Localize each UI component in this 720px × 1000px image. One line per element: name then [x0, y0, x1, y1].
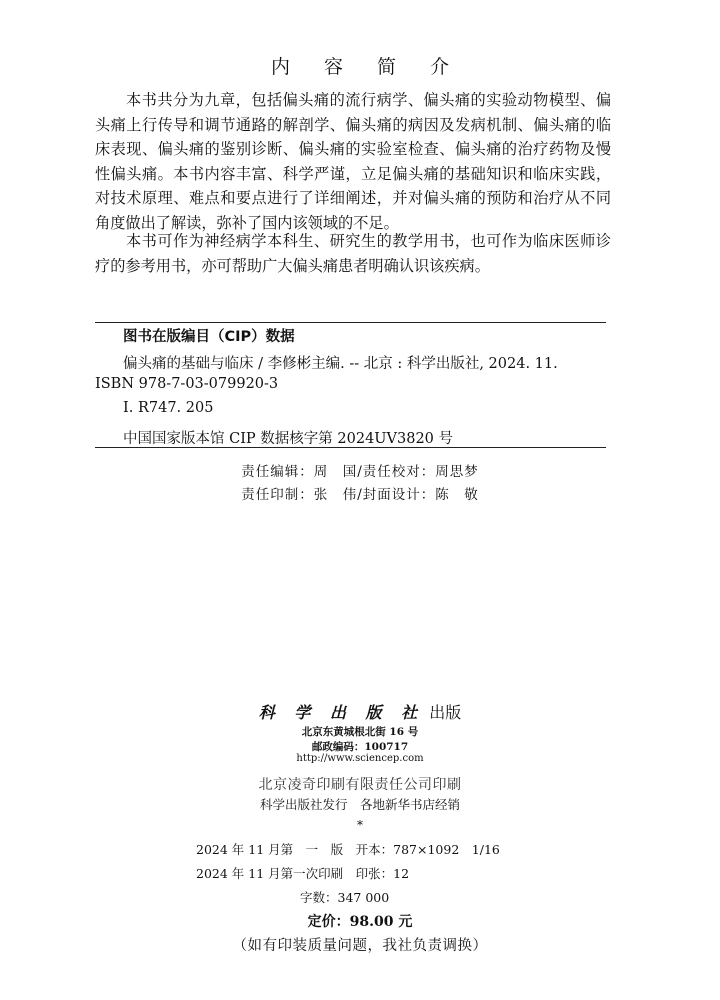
cip-isbn: ISBN 978-7-03-079920-3	[95, 376, 279, 392]
word-count: 字数：347 000	[300, 890, 390, 905]
publisher-logotype: 科 学 出 版 社	[258, 703, 425, 722]
separator-asterisk: *	[357, 818, 363, 832]
publisher-suffix: 出版	[429, 703, 462, 722]
printing-line: 2024 年 11 月第一次印刷 印张：12	[196, 866, 410, 881]
printer-line: 北京凌奇印刷有限责任公司印刷	[258, 777, 462, 793]
summary-paragraph-1: 本书共分为九章，包括偏头痛的流行病学、偏头痛的实验动物模型、偏头痛上行传导和调节通路的解剖学、偏头痛的病因及发病机制、偏头痛的临床表现、偏头痛的鉴别诊断、偏头痛的实验室检查、偏头痛的治疗药物及慢性偏头痛。本书内容丰富、科学严谨，立足偏头痛的基础知识和临床实践，对技术原理、难点和要点进行了详细阐述，并对偏头痛的预防和治疗从不同角度做出了解读，弥补了国内该领域的不足。	[95, 91, 611, 232]
edition-line: 2024 年 11 月第 一 版 开本：787×1092 1/16	[196, 842, 500, 857]
publisher-postcode: 邮政编码：100717	[311, 741, 409, 753]
summary-heading: 内 容 简 介	[270, 56, 464, 78]
cip-top-divider	[95, 322, 606, 323]
cip-bottom-divider	[95, 447, 606, 448]
cip-heading: 图书在版编目（CIP）数据	[123, 329, 295, 345]
publisher-url: http://www.sciencep.com	[296, 753, 424, 764]
summary-paragraph-2: 本书可作为神经病学本科生、研究生的教学用书，也可作为临床医师诊疗的参考用书，亦可帮助广大偏头痛患者明确认识该疾病。	[95, 232, 611, 275]
cip-data-number: 中国国家版本馆 CIP 数据核字第 2024UV3820 号	[123, 431, 454, 447]
publisher-name	[0, 700, 720, 723]
distribution-line: 科学出版社发行 各地新华书店经销	[259, 797, 460, 812]
editor-credits: 责任编辑：周 国/责任校对：周思梦	[241, 464, 479, 480]
cip-classification: Ⅰ. R747. 205	[123, 400, 214, 416]
quality-notice: （如有印装质量问题，我社负责调换）	[232, 938, 488, 954]
cip-catalog-entry: 偏头痛的基础与临床 / 李修彬主编. -- 北京 : 科学出版社, 2024. 11.	[123, 356, 558, 372]
publisher-address: 北京东黄城根北街 16 号	[301, 726, 419, 738]
production-credits: 责任印制：张 伟/封面设计：陈 敬	[241, 487, 479, 503]
price: 定价：98.00 元	[307, 914, 413, 930]
